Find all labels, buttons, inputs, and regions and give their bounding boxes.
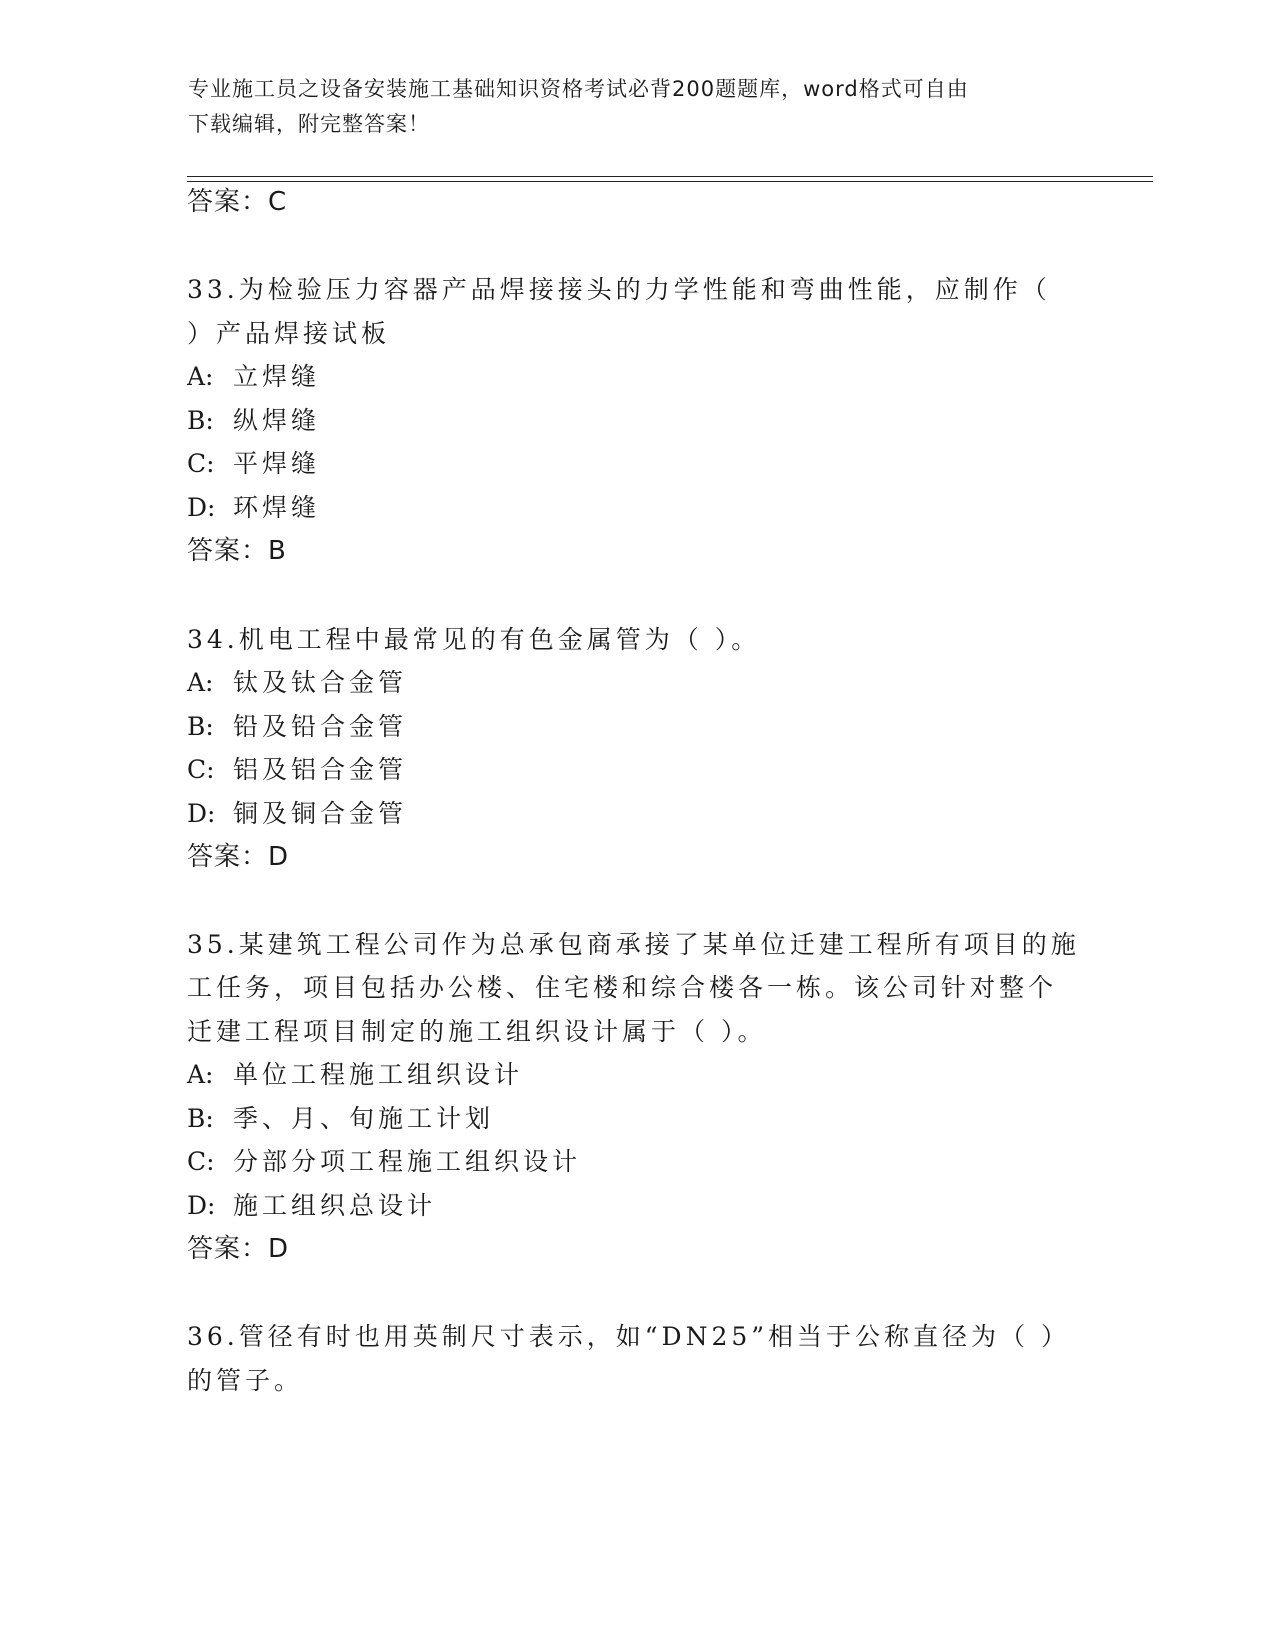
header-line-1: 专业施工员之设备安装施工基础知识资格考试必背200题题库，word格式可自由 — [188, 77, 969, 101]
option-text: 纵焊缝 — [233, 406, 321, 435]
question-34-line-1: 34.机电工程中最常见的有色金属管为（ ）。 — [187, 625, 761, 654]
option-letter: A: — [187, 1060, 214, 1089]
question-36-line-1: 36.管径有时也用英制尺寸表示，如“DN25”相当于公称直径为（ ） — [187, 1322, 1070, 1351]
answer-35: 答案：D — [187, 1234, 290, 1264]
question-34-option-c — [187, 754, 407, 786]
option-text: 单位工程施工组织设计 — [233, 1060, 524, 1089]
option-letter: D: — [187, 799, 216, 828]
option-letter: C: — [187, 1147, 215, 1176]
option-letter: A: — [187, 668, 214, 697]
question-33-option-a — [187, 361, 320, 393]
question-35-line-3: 迁建工程项目制定的施工组织设计属于（ ）。 — [187, 1017, 767, 1046]
question-35-option-d — [187, 1190, 436, 1222]
question-34-option-d — [187, 798, 407, 830]
option-text: 铝及铝合金管 — [233, 755, 408, 784]
question-33-line-2: ）产品焊接试板 — [187, 319, 391, 348]
question-34-option-a — [187, 667, 407, 699]
question-35-option-a — [187, 1059, 523, 1091]
option-letter: C: — [187, 449, 215, 478]
header-line-2: 下载编辑，附完整答案！ — [188, 112, 430, 136]
option-text: 铅及铅合金管 — [233, 712, 408, 741]
question-33-line-1: 33.为检验压力容器产品焊接接头的力学性能和弯曲性能，应制作（ — [187, 275, 1051, 304]
header-rule-bottom — [187, 181, 1153, 182]
option-letter: B: — [187, 406, 214, 435]
option-text: 立焊缝 — [233, 362, 321, 391]
option-letter: D: — [187, 493, 216, 522]
option-text: 平焊缝 — [233, 449, 321, 478]
option-letter: C: — [187, 755, 215, 784]
option-text: 环焊缝 — [233, 493, 321, 522]
question-35-option-c — [187, 1146, 581, 1178]
question-35-option-b — [187, 1103, 494, 1135]
question-34-option-b — [187, 711, 407, 743]
option-text: 铜及铜合金管 — [233, 799, 408, 828]
question-33-option-c — [187, 448, 320, 480]
question-35-line-2: 工任务，项目包括办公楼、住宅楼和综合楼各一栋。该公司针对整个 — [187, 973, 1058, 1002]
header-rule-top — [187, 176, 1153, 177]
option-text: 施工组织总设计 — [233, 1191, 437, 1220]
option-letter: D: — [187, 1191, 216, 1220]
answer-33: 答案：B — [187, 536, 287, 566]
answer-34: 答案：D — [187, 842, 290, 872]
option-text: 分部分项工程施工组织设计 — [233, 1147, 582, 1176]
option-text: 季、月、旬施工计划 — [233, 1104, 495, 1133]
document-header — [188, 72, 1068, 142]
option-text: 钛及钛合金管 — [233, 668, 408, 697]
answer-32: 答案：C — [187, 187, 288, 217]
question-35-line-1: 35.某建筑工程公司作为总承包商承接了某单位迁建工程所有项目的施 — [187, 930, 1080, 959]
question-33-option-d — [187, 492, 320, 524]
question-36-line-2: 的管子。 — [187, 1366, 304, 1395]
option-letter: A: — [187, 362, 214, 391]
option-letter: B: — [187, 712, 214, 741]
option-letter: B: — [187, 1104, 214, 1133]
question-33-option-b — [187, 405, 320, 437]
